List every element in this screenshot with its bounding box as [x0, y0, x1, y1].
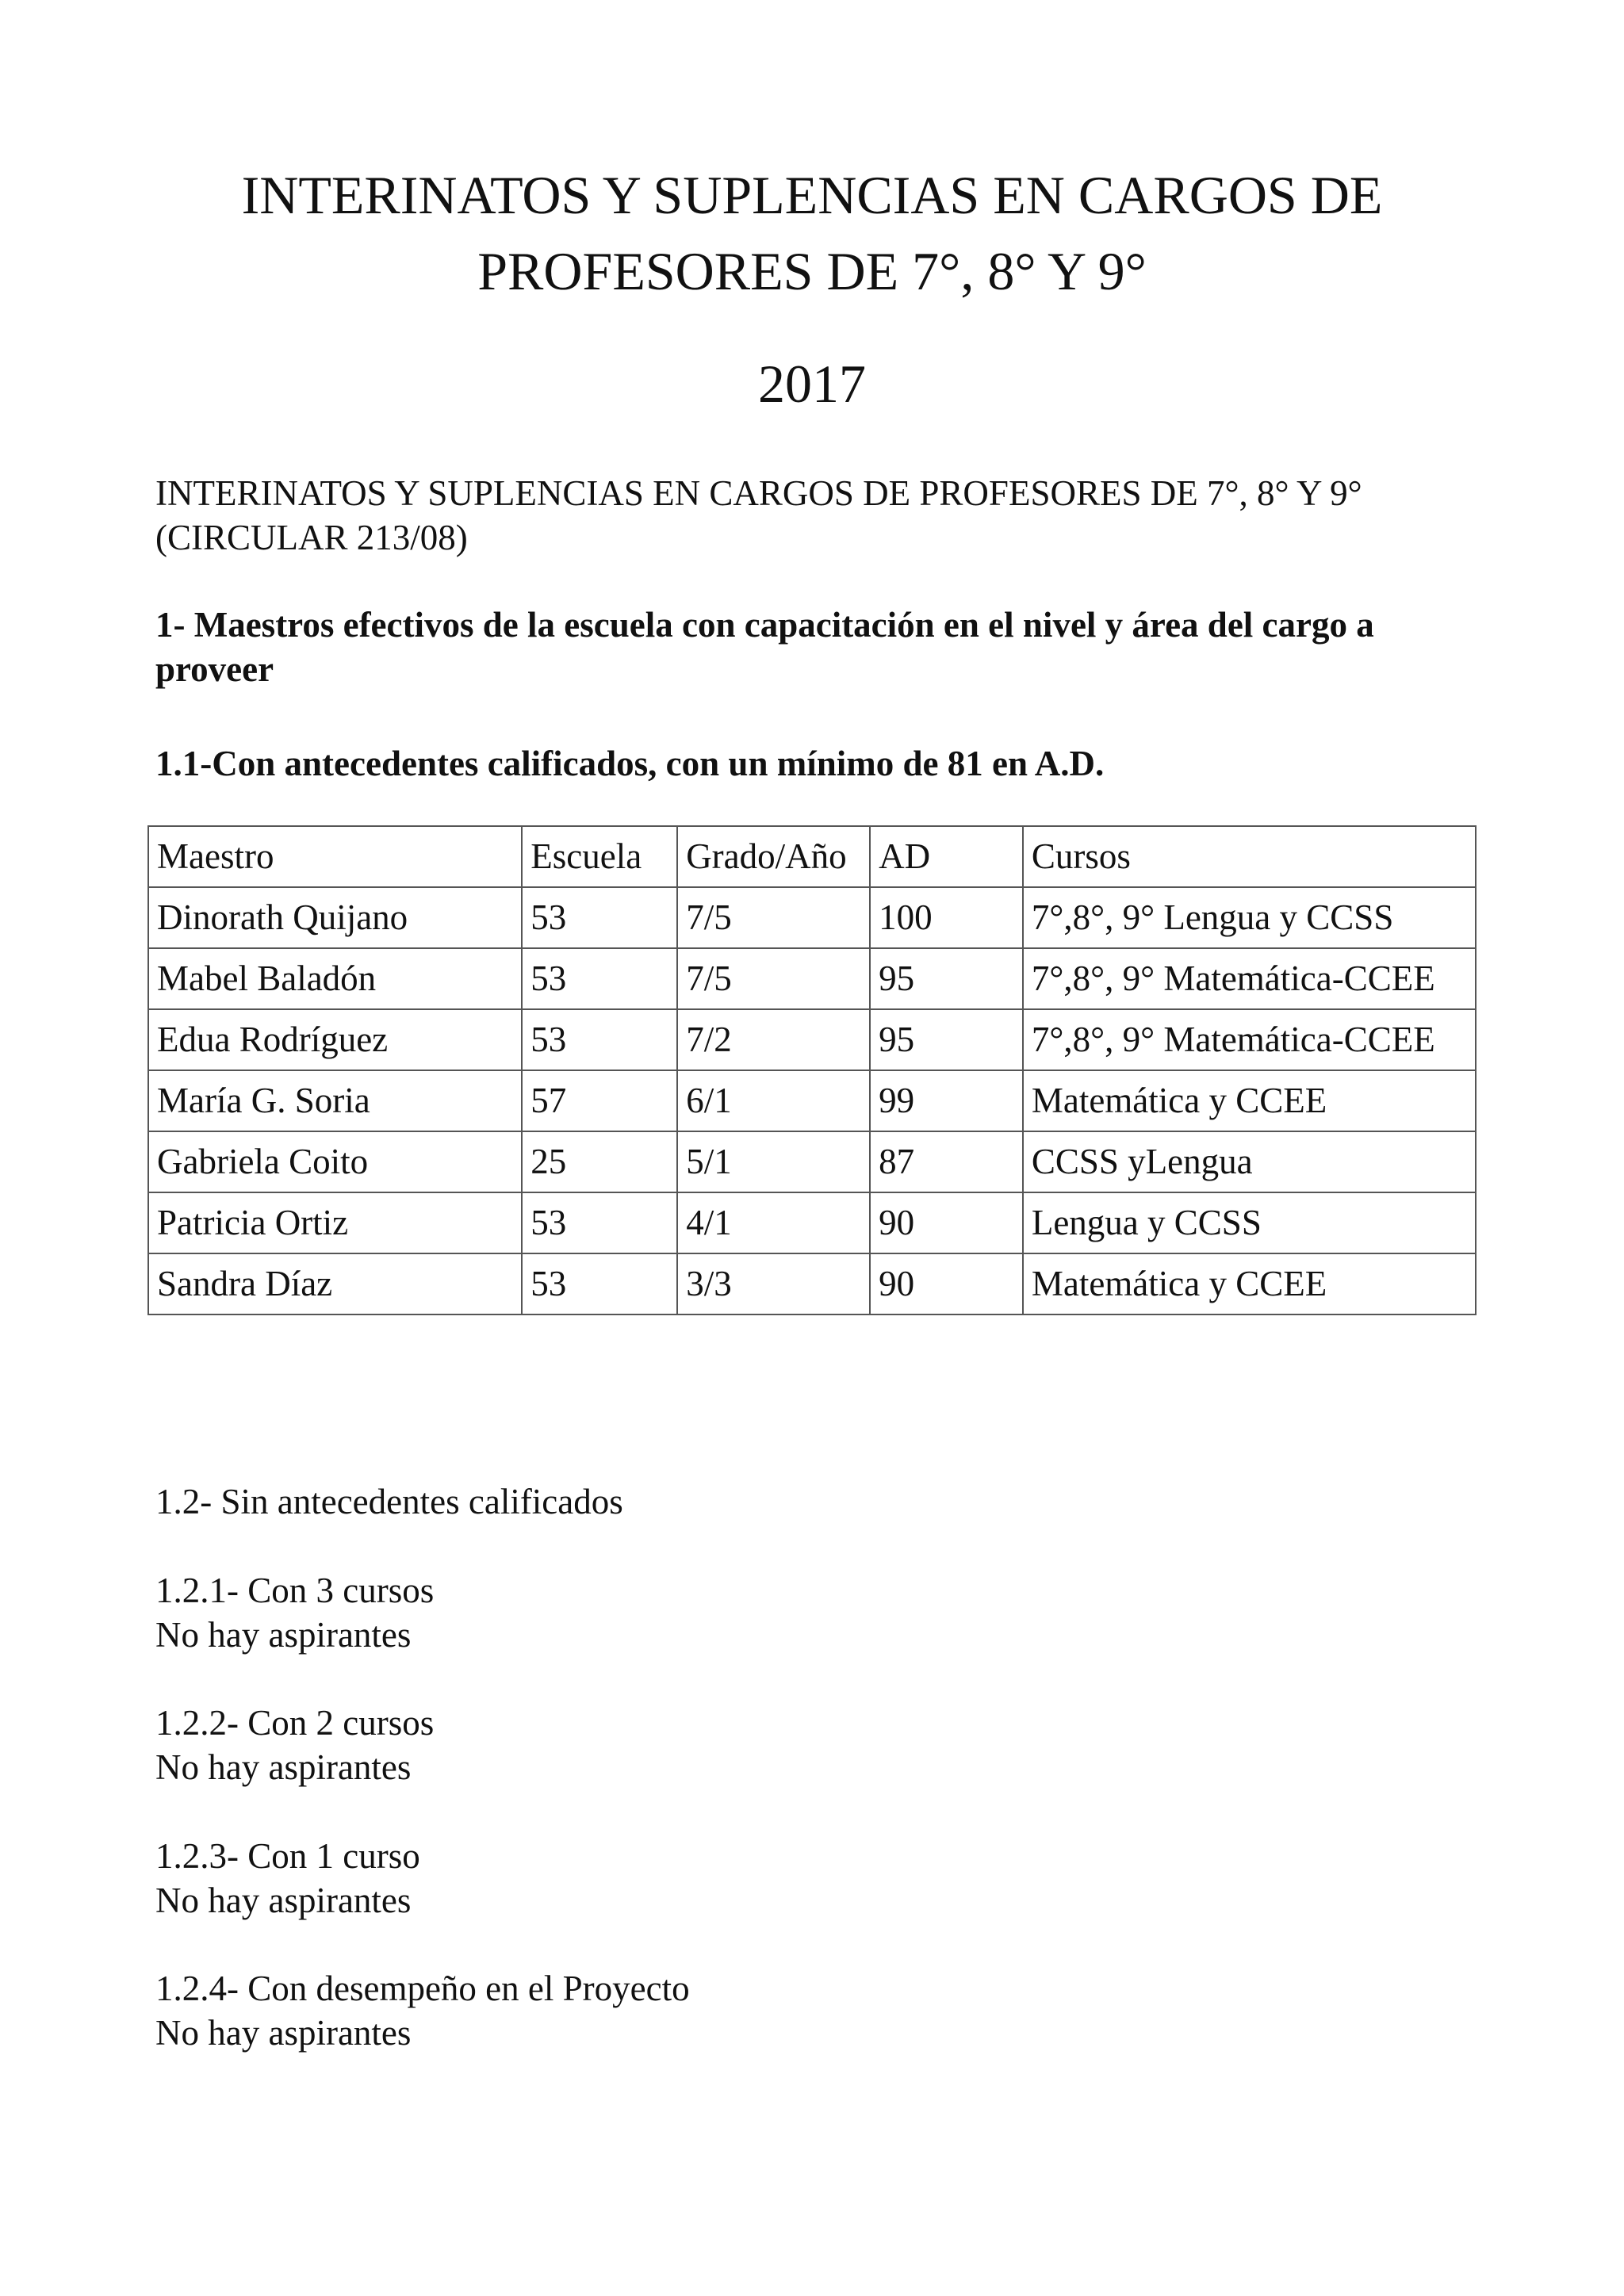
- section-1-heading-line-2: proveer: [155, 649, 274, 689]
- cell-grado-ano: 5/1: [677, 1131, 870, 1192]
- cell-maestro: Patricia Ortiz: [148, 1192, 522, 1253]
- cell-grado-ano: 7/2: [677, 1009, 870, 1070]
- intro-line-2: (CIRCULAR 213/08): [155, 518, 468, 557]
- cell-ad: 90: [870, 1253, 1023, 1314]
- cell-grado-ano: 7/5: [677, 948, 870, 1009]
- subsection-note: No hay aspirantes: [155, 1747, 412, 1787]
- cell-escuela: 53: [522, 948, 677, 1009]
- table-row: [148, 1192, 1476, 1253]
- cell-maestro: Edua Rodríguez: [148, 1009, 522, 1070]
- table-row: [148, 1070, 1476, 1131]
- column-header-maestro: Maestro: [148, 826, 522, 887]
- column-header-ad: AD: [870, 826, 1023, 887]
- cell-ad: 95: [870, 1009, 1023, 1070]
- subsection-1-2-2: [155, 1701, 1503, 1789]
- cell-cursos: Matemática y CCEE: [1023, 1070, 1476, 1131]
- cell-maestro: Mabel Baladón: [148, 948, 522, 1009]
- document-title-line-1: INTERINATOS Y SUPLENCIAS EN CARGOS DE: [241, 165, 1383, 225]
- cell-cursos: 7°,8°, 9° Lengua y CCSS: [1023, 887, 1476, 948]
- cell-escuela: 53: [522, 1009, 677, 1070]
- intro-paragraph: [155, 471, 1503, 560]
- table-header-row: [148, 826, 1476, 887]
- section-1-2-heading: 1.2- Sin antecedentes calificados: [155, 1482, 623, 1521]
- cell-maestro: Sandra Díaz: [148, 1253, 522, 1314]
- cell-grado-ano: 6/1: [677, 1070, 870, 1131]
- cell-maestro: Dinorath Quijano: [148, 887, 522, 948]
- column-header-grado-ano: Grado/Año: [677, 826, 870, 887]
- subsection-heading: 1.2.4- Con desempeño en el Proyecto: [155, 1969, 690, 2008]
- teachers-table: [147, 825, 1477, 1315]
- cell-cursos: 7°,8°, 9° Matemática-CCEE: [1023, 948, 1476, 1009]
- subsection-note: No hay aspirantes: [155, 1881, 412, 1920]
- cell-cursos: Lengua y CCSS: [1023, 1192, 1476, 1253]
- intro-line-1: INTERINATOS Y SUPLENCIAS EN CARGOS DE PROFESORES DE 7°, 8° Y 9°: [155, 473, 1362, 513]
- subsection-1-2-4: [155, 1966, 1503, 2055]
- cell-cursos: Matemática y CCEE: [1023, 1253, 1476, 1314]
- section-1-1-heading: 1.1-Con antecedentes calificados, con un mínimo de 81 en A.D.: [155, 744, 1105, 783]
- cell-grado-ano: 4/1: [677, 1192, 870, 1253]
- cell-escuela: 53: [522, 1253, 677, 1314]
- cell-maestro: María G. Soria: [148, 1070, 522, 1131]
- subsection-heading: 1.2.3- Con 1 curso: [155, 1836, 420, 1876]
- document-year: 2017: [758, 354, 866, 414]
- table-row: [148, 1253, 1476, 1314]
- cell-ad: 90: [870, 1192, 1023, 1253]
- table-row: [148, 1131, 1476, 1192]
- column-header-cursos: Cursos: [1023, 826, 1476, 887]
- subsection-heading: 1.2.2- Con 2 cursos: [155, 1703, 435, 1743]
- cell-ad: 99: [870, 1070, 1023, 1131]
- cell-escuela: 53: [522, 1192, 677, 1253]
- table-row: [148, 887, 1476, 948]
- subsection-note: No hay aspirantes: [155, 2013, 412, 2053]
- cell-ad: 87: [870, 1131, 1023, 1192]
- cell-escuela: 57: [522, 1070, 677, 1131]
- subsection-1-2-3: [155, 1834, 1503, 1923]
- cell-cursos: CCSS yLengua: [1023, 1131, 1476, 1192]
- subsection-1-2-1: [155, 1568, 1503, 1657]
- subsection-heading: 1.2.1- Con 3 cursos: [155, 1571, 435, 1610]
- cell-grado-ano: 7/5: [677, 887, 870, 948]
- subsection-note: No hay aspirantes: [155, 1615, 412, 1655]
- cell-ad: 100: [870, 887, 1023, 948]
- document-title-line-2: PROFESORES DE 7°, 8° Y 9°: [477, 241, 1147, 301]
- table-row: [148, 1009, 1476, 1070]
- cell-escuela: 25: [522, 1131, 677, 1192]
- cell-ad: 95: [870, 948, 1023, 1009]
- section-1-heading: [155, 603, 1503, 691]
- cell-maestro: Gabriela Coito: [148, 1131, 522, 1192]
- column-header-escuela: Escuela: [522, 826, 677, 887]
- cell-escuela: 53: [522, 887, 677, 948]
- table-row: [148, 948, 1476, 1009]
- cell-grado-ano: 3/3: [677, 1253, 870, 1314]
- cell-cursos: 7°,8°, 9° Matemática-CCEE: [1023, 1009, 1476, 1070]
- section-1-heading-line-1: 1- Maestros efectivos de la escuela con capacitación en el nivel y área del cargo a: [155, 605, 1374, 645]
- document-title: [0, 157, 1624, 309]
